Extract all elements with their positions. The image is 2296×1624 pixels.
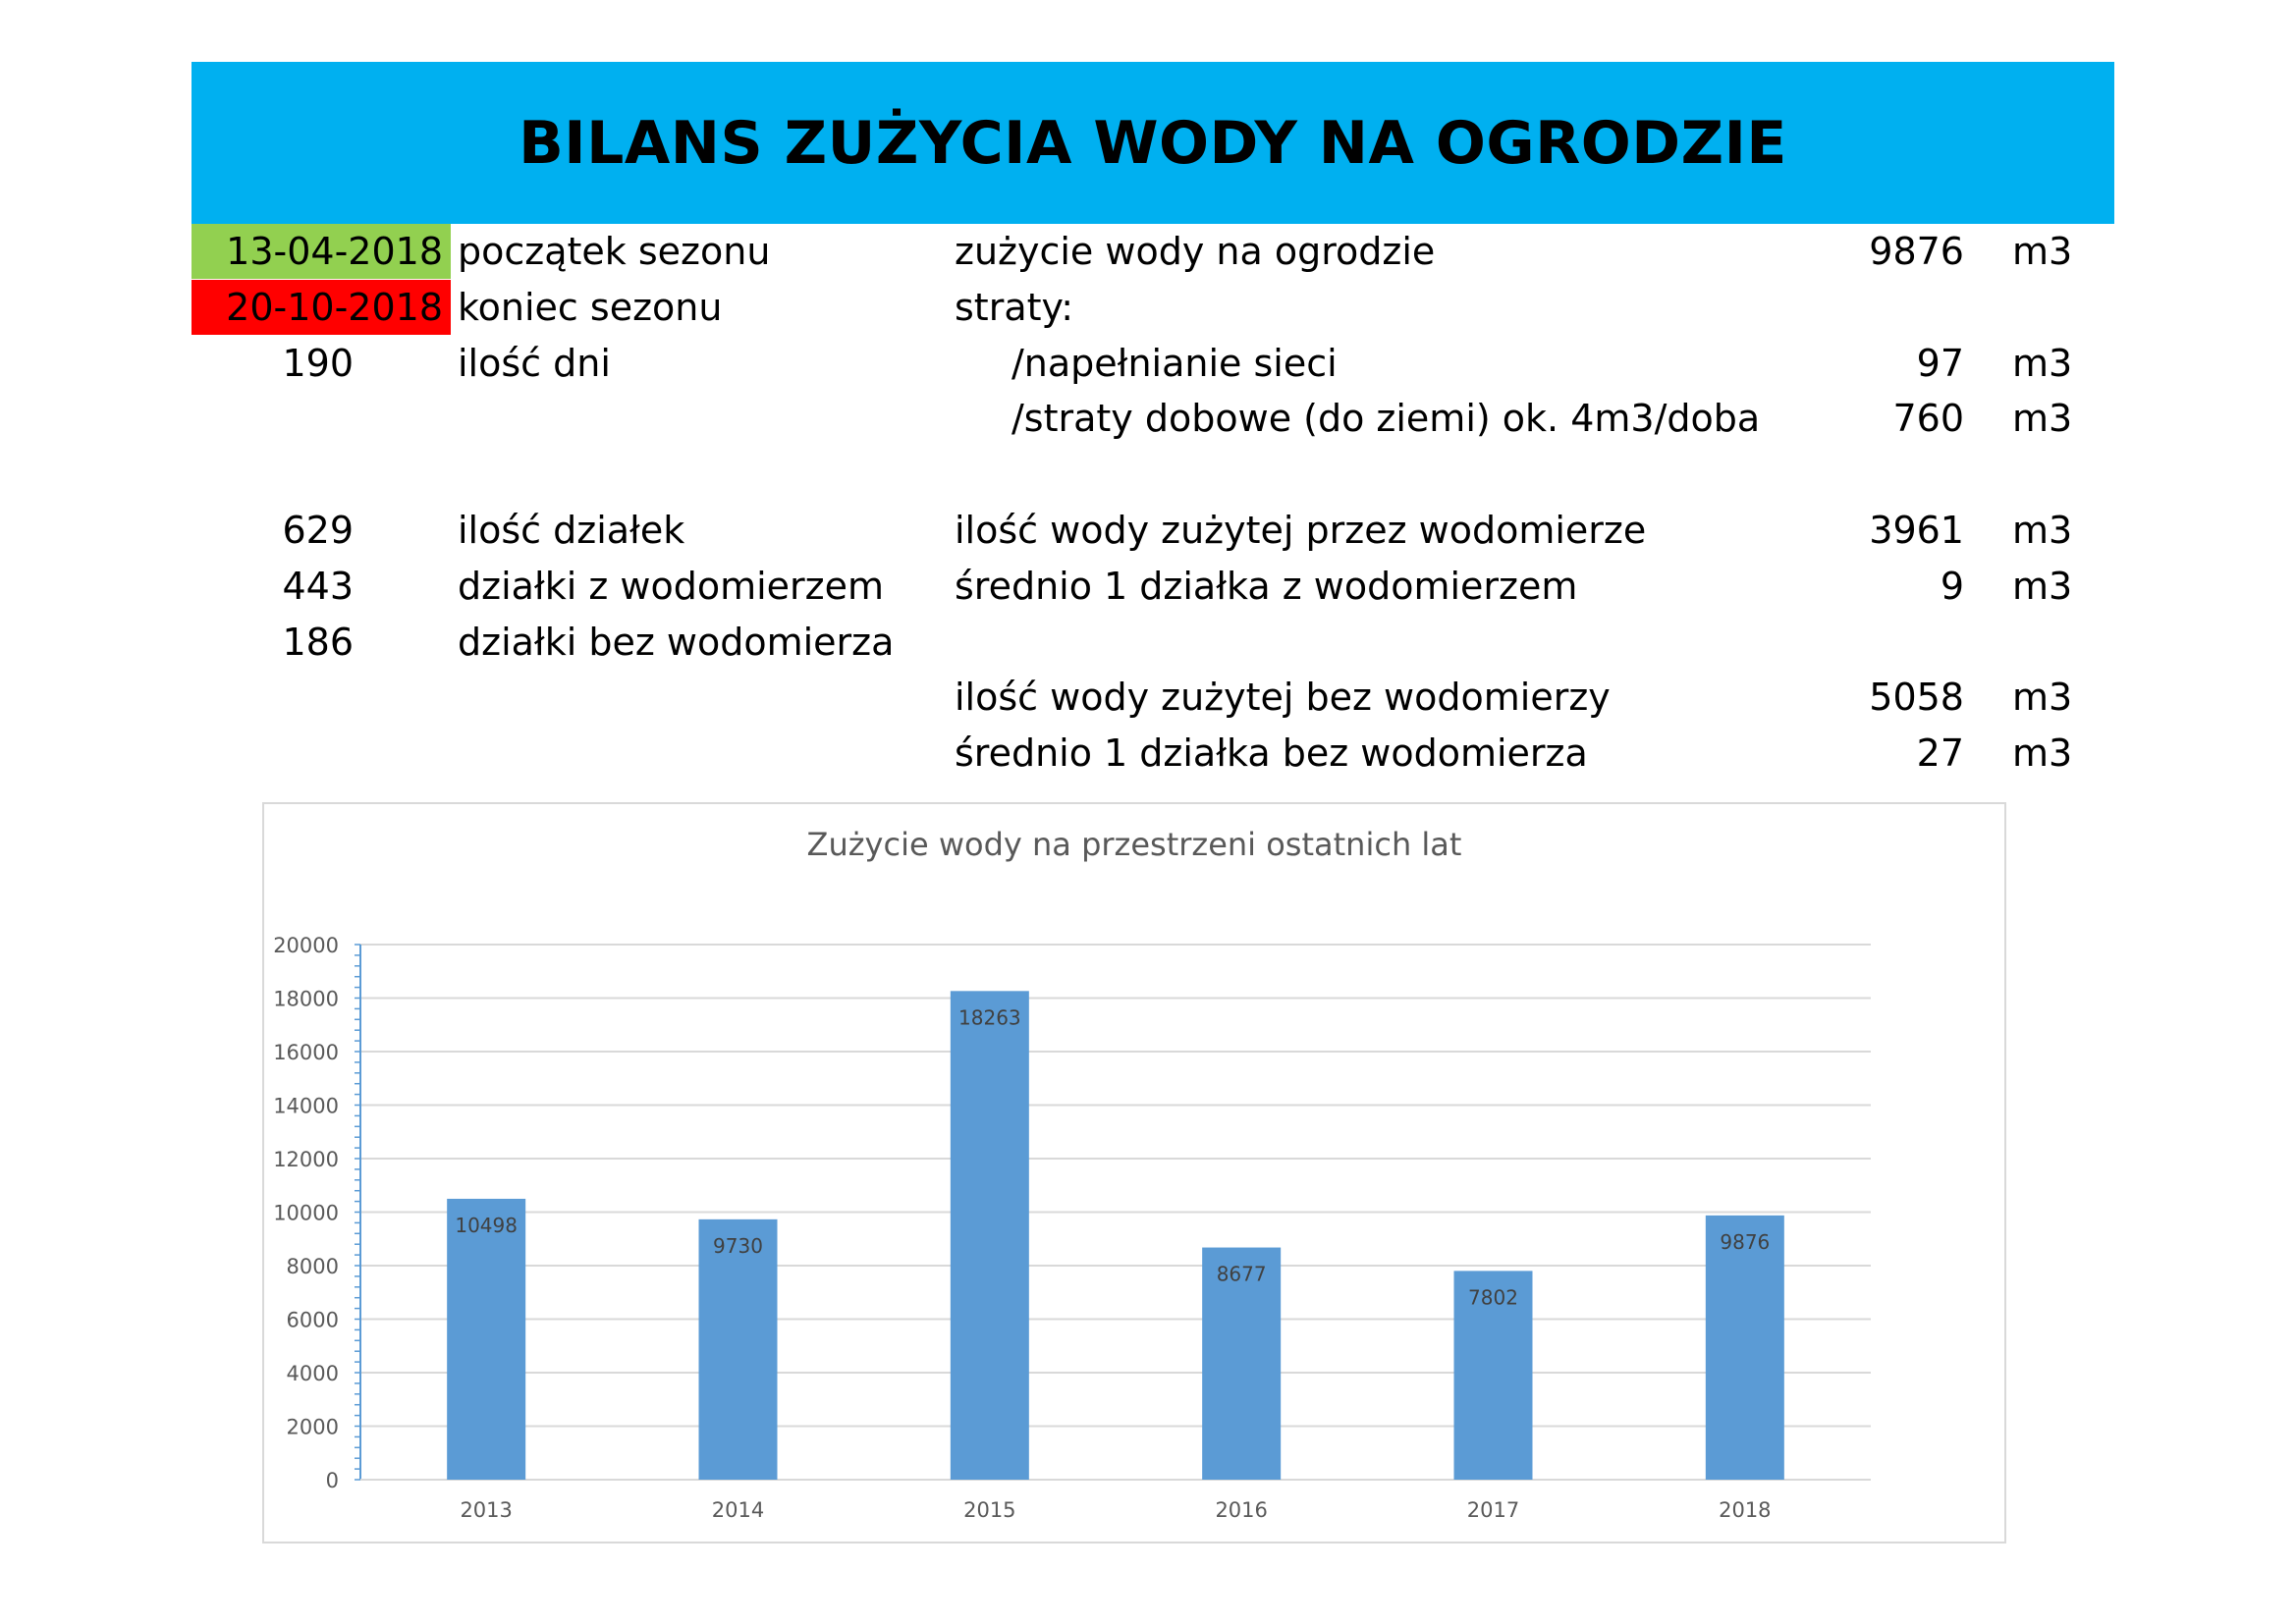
y-tick-label: 2000 — [286, 1415, 339, 1439]
y-tick-label: 20000 — [273, 934, 339, 957]
bar-chart — [264, 804, 2004, 1542]
unmetered-value: 5058 — [1869, 676, 1964, 719]
daily-loss-label: /straty dobowe (do ziemi) ok. 4m3/doba — [1011, 397, 1761, 440]
without-meter-label: działki bez wodomierza — [458, 621, 895, 664]
plots-value: 629 — [282, 509, 354, 552]
avg-metered-label: średnio 1 działka z wodomierzem — [955, 565, 1578, 608]
y-tick-label: 0 — [325, 1469, 339, 1492]
usage-label: zużycie wody na ogrodzie — [955, 230, 1436, 273]
y-tick-label: 6000 — [286, 1308, 339, 1332]
x-tick-label: 2018 — [1719, 1498, 1772, 1522]
x-tick-label: 2017 — [1466, 1498, 1520, 1522]
unmetered-unit: m3 — [2012, 676, 2073, 719]
data-label: 10498 — [455, 1213, 518, 1237]
y-tick-label: 16000 — [273, 1041, 339, 1064]
avg-unmetered-label: średnio 1 działka bez wodomierza — [955, 731, 1588, 775]
usage-value: 9876 — [1869, 230, 1964, 273]
avg-unmetered-value: 27 — [1916, 731, 1964, 775]
season-end-label: koniec sezonu — [458, 286, 723, 329]
metered-value: 3961 — [1869, 509, 1964, 552]
days-value: 190 — [282, 342, 354, 385]
data-label: 7802 — [1468, 1285, 1518, 1310]
avg-unmetered-unit: m3 — [2012, 731, 2073, 775]
avg-metered-unit: m3 — [2012, 565, 2073, 608]
y-tick-label: 14000 — [273, 1094, 339, 1118]
bar — [951, 991, 1029, 1480]
chart-title: Zużycie wody na przestrzeni ostatnich lat — [806, 826, 1462, 863]
season-start-label: początek sezonu — [458, 230, 771, 273]
y-tick-label: 18000 — [273, 987, 339, 1011]
metered-unit: m3 — [2012, 509, 2073, 552]
x-tick-label: 2013 — [460, 1498, 513, 1522]
daily-loss-value: 760 — [1892, 397, 1964, 440]
y-tick-label: 12000 — [273, 1148, 339, 1171]
days-label: ilość dni — [458, 342, 611, 385]
season-start-date: 13-04-2018 — [191, 224, 451, 279]
y-tick-label: 10000 — [273, 1201, 339, 1225]
with-meter-label: działki z wodomierzem — [458, 565, 884, 608]
page-title: BILANS ZUŻYCIA WODY NA OGRODZIE — [519, 108, 1787, 178]
with-meter-value: 443 — [282, 565, 354, 608]
x-tick-label: 2015 — [963, 1498, 1016, 1522]
title-banner — [191, 62, 2114, 224]
network-fill-unit: m3 — [2012, 342, 2073, 385]
losses-label: straty: — [955, 286, 1074, 329]
without-meter-value: 186 — [282, 621, 354, 664]
network-fill-value: 97 — [1916, 342, 1964, 385]
bar — [1706, 1216, 1784, 1480]
usage-unit: m3 — [2012, 230, 2073, 273]
y-tick-label: 4000 — [286, 1362, 339, 1385]
bar — [699, 1219, 778, 1480]
y-tick-label: 8000 — [286, 1255, 339, 1278]
data-label: 9876 — [1720, 1229, 1771, 1254]
data-label: 9730 — [713, 1233, 763, 1258]
avg-metered-value: 9 — [1940, 565, 1964, 608]
data-label: 18263 — [958, 1005, 1021, 1030]
chart-area — [262, 802, 2006, 1543]
daily-loss-unit: m3 — [2012, 397, 2073, 440]
x-tick-label: 2014 — [711, 1498, 765, 1522]
bar — [447, 1199, 525, 1480]
x-tick-label: 2016 — [1215, 1498, 1268, 1522]
data-label: 8677 — [1216, 1262, 1267, 1286]
unmetered-label: ilość wody zużytej bez wodomierzy — [955, 676, 1611, 719]
metered-label: ilość wody zużytej przez wodomierze — [955, 509, 1647, 552]
plots-label: ilość działek — [458, 509, 685, 552]
season-end-date: 20-10-2018 — [191, 280, 451, 335]
network-fill-label: /napełnianie sieci — [1011, 342, 1338, 385]
